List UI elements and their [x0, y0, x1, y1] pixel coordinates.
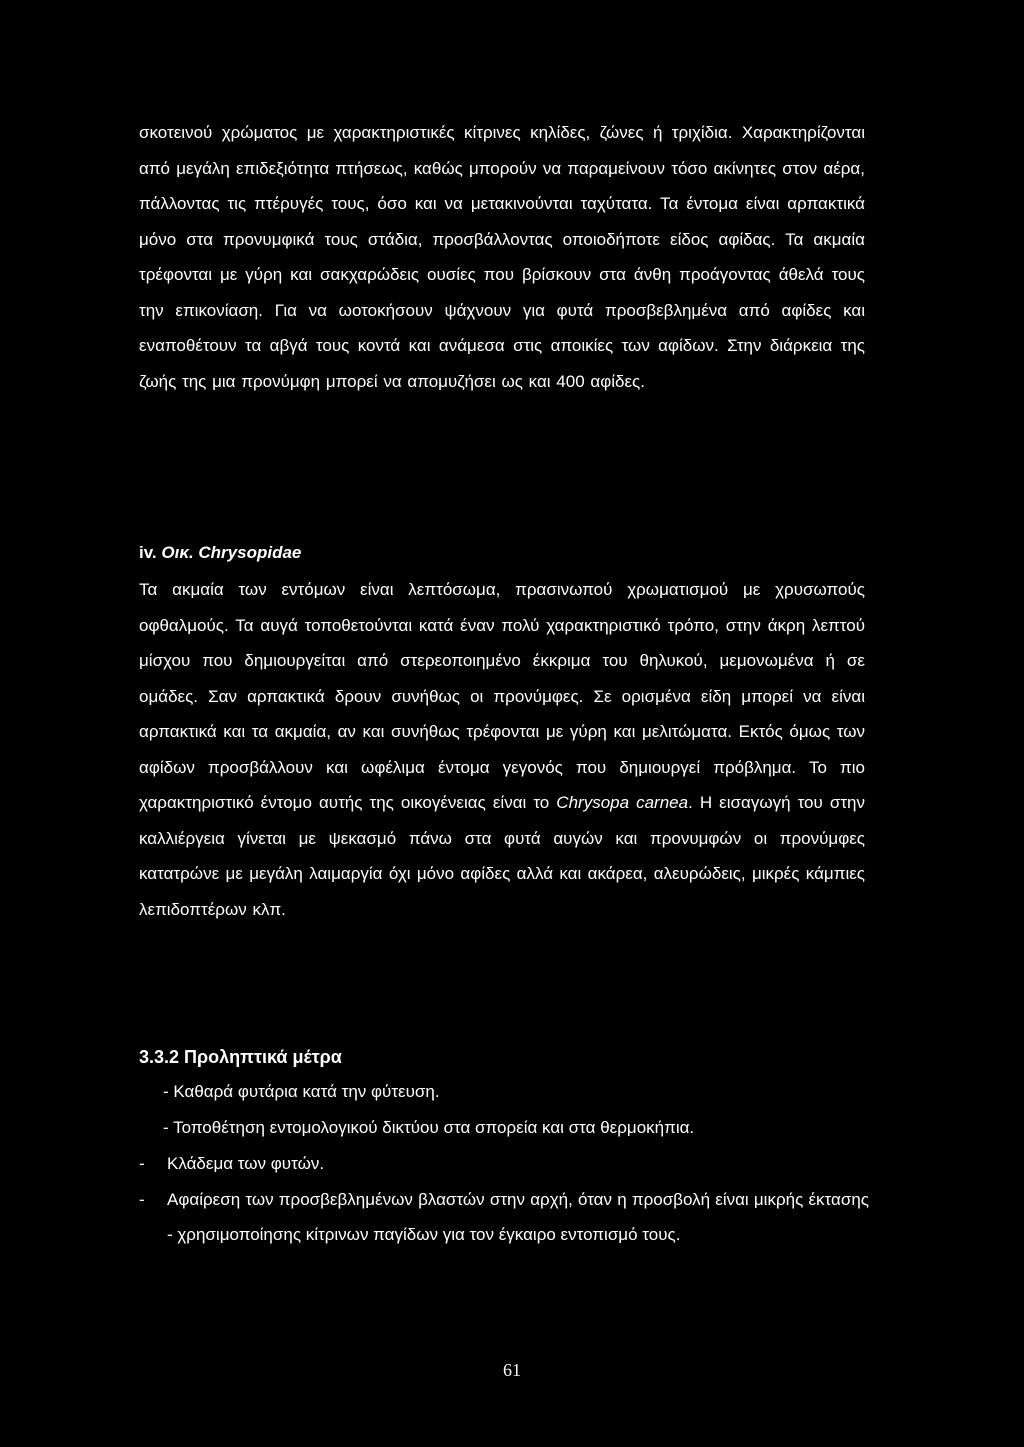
preventive-measures-list [139, 1146, 869, 1253]
section-heading-chrysopidae [139, 535, 865, 570]
list-item-text: Κλάδεμα των φυτών. [167, 1154, 325, 1173]
list-dash: - [139, 1154, 145, 1173]
paragraph-text: σκοτεινού χρώματος με χαρακτηριστικές κίτρινες κηλίδες, ζώνες ή τριχίδια. Χαρακτηρίζονται από μεγάλη επιδεξιότητα πτήσεως, καθώς μπορούν να παραμείνουν τόσο ακίνητες στον αέρα, πάλλοντας τις πτέρυγές τους, όσο και να μετακινούνται ταχύτατα. [139, 123, 865, 213]
heading-number: iv. [139, 543, 162, 562]
paragraph-text: Τα ακμαία των εντόμων είναι λεπτόσωμα, πρασινωπού χρωματισμού με χρυσωπούς οφθαλμούς. Τα αυγά τοποθετούνται κατά έναν πολύ χαρακτηριστικό τρόπο, στην άκρη λεπτού μίσχου που δημιουργείται από στερεοποιημένο έκκριμα του θηλυκού, μεμονωμένα ή σε ομάδες. Σαν αρπακτικά δρουν συνήθως οι προνύμφες. Σε ορισμένα είδη μπορεί να είναι αρπακτικά και τα ακμαία, αν και συνήθως τρέφονται με γύρη και μελιτώματα. Εκτός όμως των αφίδων προσβάλλουν και ωφέλιμα έντομα γεγονός που δημιουργεί πρόβλημα. Το πιο χαρακτηριστικό έντομο αυτής της οικογένειας είναι το [139, 580, 865, 812]
list-item: - Τοποθέτηση εντομολογικού δικτύου στα σπορεία και στα θερμοκήπια. [163, 1117, 695, 1137]
paragraph-text: . Η εισαγωγή του στην καλλιέργεια γίνεται με ψεκασμό πάνω στα φυτά αυγών και προνυμφών οι προνύμφες κατατρώνε με μεγάλη λαιμαργία όχι μόνο αφίδες αλλά και ακάρεα, αλευρώδεις, μικρές κάμπιες λεπιδοπτέρων κλπ. [139, 793, 865, 919]
paragraph-text: Τα έντομα είναι αρπακτικά μόνο στα προνυμφικά τους στάδια, προσβάλλοντας οποιοδήποτε είδος αφίδας. Τα ακμαία τρέφονται με γύρη και σακχαρώδεις ουσίες που βρίσκουν στα άνθη προάγοντας άθελά τους την επικονίαση. Για να ωοτοκήσουν ψάχνουν για φυτά προσβεβλημένα από αφίδες και εναποθέτουν τα αβγά τους κοντά και ανάμεσα στις αποικίες των αφίδων. Στην διάρκεια της ζωής της μια προνύμφη μπορεί να απομυζήσει ως και 400 αφίδες. [139, 194, 865, 391]
section-heading-preventive: 3.3.2 Προληπτικά μέτρα [139, 1047, 342, 1067]
list-dash: - [139, 1189, 145, 1209]
preventive-measures-list [139, 1074, 869, 1145]
paragraph-syrphidae [139, 115, 865, 399]
species-name: Chrysopa carnea [556, 793, 689, 812]
list-item-text: Αφαίρεση των προσβεβλημένων βλαστών στην αρχή, όταν η προσβολή είναι μικρής έκτασης - χρησιμοποίησης κίτρινων παγίδων για τον έγκαιρο εντοπισμό τους. [167, 1189, 869, 1244]
list-item [139, 1146, 869, 1182]
list-item: - Καθαρά φυτάρια κατά την φύτευση. [163, 1082, 440, 1101]
list-item [139, 1182, 869, 1253]
heading-family: Οικ. Chrysopidae [161, 543, 302, 562]
paragraph-chrysopidae [139, 572, 865, 927]
page-number: 61 [503, 1360, 521, 1380]
